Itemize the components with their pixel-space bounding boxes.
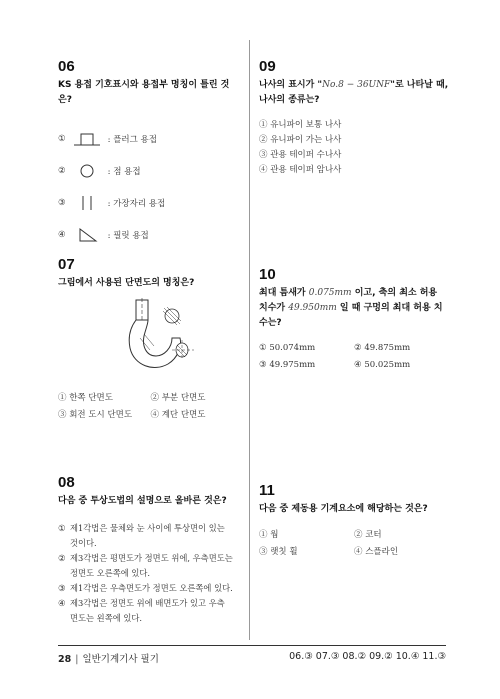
question-07 [58, 256, 243, 291]
option-text: 49.875mm [364, 343, 411, 353]
question-10 [259, 266, 449, 373]
page-footer [58, 651, 446, 665]
option-text: 50.025mm [364, 360, 411, 370]
stem-text: "로 나타날 때, [390, 80, 449, 90]
question-09 [259, 58, 449, 178]
option-mark: ④ [354, 360, 362, 370]
option-text: : 필릿 용접 [107, 231, 149, 241]
options [58, 123, 243, 251]
question-stem [259, 78, 449, 108]
option-2 [58, 551, 244, 581]
options [259, 528, 449, 560]
option-2 [354, 528, 449, 543]
option-mark: ② [150, 393, 160, 403]
option-1 [259, 528, 354, 543]
option-1 [259, 118, 449, 133]
options [58, 521, 244, 626]
stem-text: 나사의 종류는? [259, 95, 320, 105]
option-4 [58, 219, 243, 251]
option-line: 제1각법은 물체와 눈 사이에 투상면이 있는 [70, 523, 225, 533]
question-stem: 다음 중 투상도법의 설명으로 올바른 것은? [58, 496, 227, 506]
option-1 [259, 341, 354, 356]
question-06 [58, 58, 243, 251]
option-mark: ② [354, 343, 362, 353]
option-4 [151, 408, 244, 423]
option-text: 스플라인 [365, 547, 399, 557]
option-3 [259, 358, 354, 373]
option-2 [151, 391, 244, 406]
option-text: 관용 테이퍼 암나사 [270, 165, 342, 175]
option-mark: ④ [150, 410, 160, 420]
question-number: 06 [58, 58, 75, 75]
option-mark: ④ [58, 598, 66, 608]
option-text: 유니파이 보통 나사 [270, 120, 342, 130]
option-mark: ③ [259, 547, 268, 557]
option-text: 한쪽 단면도 [69, 393, 113, 403]
plug-weld-symbol-icon [74, 131, 100, 147]
answer-key: 06.③ 07.③ 08.② 09.② 10.④ 11.③ [289, 651, 446, 662]
option-text: 관용 테이퍼 수나사 [270, 150, 342, 160]
option-3 [58, 187, 243, 219]
question-stem: 그림에서 사용된 단면도의 명칭은? [58, 278, 195, 288]
options [259, 341, 449, 373]
options [259, 118, 449, 178]
question-number: 09 [259, 58, 276, 75]
option-3 [259, 545, 354, 560]
option-mark: ④ [354, 547, 363, 557]
option-mark: ③ [58, 583, 66, 593]
option-3 [58, 581, 244, 596]
option-mark: ③ [259, 360, 267, 370]
option-text: 회전 도시 단면도 [69, 410, 133, 420]
option-mark: ② [58, 166, 66, 176]
option-mark: ① [58, 523, 66, 533]
option-line: 면도는 왼쪽에 있다. [70, 613, 143, 623]
option-mark: ④ [259, 165, 268, 175]
crane-hook-figure [120, 298, 200, 380]
option-4 [259, 163, 449, 178]
option-line: 제3각법은 평면도가 정면도 위에, 우측면도는 [70, 553, 233, 563]
stem-text: 일 때 구멍의 최대 허용 치수는? [259, 303, 443, 328]
question-number: 08 [58, 474, 75, 491]
option-mark: ① [58, 393, 67, 403]
option-mark: ③ [259, 150, 268, 160]
stem-text: 치수가 [259, 303, 289, 313]
thread-designation: No.8 − 36UNF [322, 80, 391, 90]
shaft-min-size-value: 49.950mm [288, 303, 337, 313]
fillet-weld-symbol-icon [74, 227, 100, 243]
option-text: 코터 [365, 530, 382, 540]
option-4 [354, 358, 449, 373]
option-1 [58, 391, 151, 406]
footer-rule [58, 645, 446, 646]
book-title: 일반기계기사 필기 [82, 654, 159, 665]
option-text: 랫칫 휠 [270, 547, 298, 557]
option-4 [58, 596, 244, 626]
option-mark: ② [354, 530, 363, 540]
option-2 [259, 133, 449, 148]
option-line: 제1각법은 우측면도가 정면도 오른쪽에 있다. [70, 583, 233, 593]
option-line: 것이다. [70, 538, 97, 548]
page-number: 28 [58, 654, 72, 665]
question-stem: KS 용접 기호표시와 용접부 명칭이 틀린 것은? [58, 80, 230, 105]
option-text: 계단 단면도 [161, 410, 206, 420]
column-divider [249, 40, 250, 640]
option-4 [354, 545, 449, 560]
option-mark: ③ [58, 198, 66, 208]
option-mark: ② [259, 135, 268, 145]
q07-options [58, 391, 243, 423]
option-text: 49.975mm [269, 360, 316, 370]
option-mark: ④ [58, 230, 66, 240]
option-1 [58, 123, 243, 155]
option-text: 50.074mm [269, 343, 316, 353]
option-3 [58, 408, 151, 423]
option-text: : 점 용접 [107, 167, 141, 177]
option-text: : 플러그 용접 [107, 135, 157, 145]
stem-text: 나사의 표시가 " [259, 80, 323, 90]
option-text: 웜 [270, 530, 279, 540]
option-text: 유니파이 가는 나사 [270, 135, 342, 145]
option-3 [259, 148, 449, 163]
question-number: 11 [259, 482, 275, 499]
option-mark: ① [259, 343, 267, 353]
stem-text: 이고, 축의 최소 허용 [351, 288, 438, 298]
option-mark: ① [259, 530, 268, 540]
option-1 [58, 521, 244, 551]
stem-text: 최대 틈새가 [259, 288, 309, 298]
spot-weld-symbol-icon [74, 163, 100, 179]
option-mark: ① [259, 120, 268, 130]
question-11 [259, 482, 449, 560]
max-clearance-value: 0.075mm [308, 288, 352, 298]
question-number: 07 [58, 256, 75, 273]
footer-separator: | [75, 654, 79, 665]
question-08 [58, 474, 244, 626]
option-mark: ② [58, 553, 66, 563]
question-number: 10 [259, 266, 276, 283]
option-mark: ③ [58, 410, 67, 420]
question-stem [259, 286, 449, 331]
edge-weld-symbol-icon [74, 195, 100, 211]
option-line: 제3각법은 정면도 위에 배면도가 있고 우측 [70, 598, 225, 608]
option-2 [354, 341, 449, 356]
option-text: : 가장자리 용접 [107, 199, 166, 209]
option-line: 정면도 오른쪽에 있다. [70, 568, 151, 578]
option-text: 부분 단면도 [161, 393, 206, 403]
option-mark: ① [58, 134, 66, 144]
option-2 [58, 155, 243, 187]
question-stem: 다음 중 제동용 기계요소에 해당하는 것은? [259, 504, 428, 514]
